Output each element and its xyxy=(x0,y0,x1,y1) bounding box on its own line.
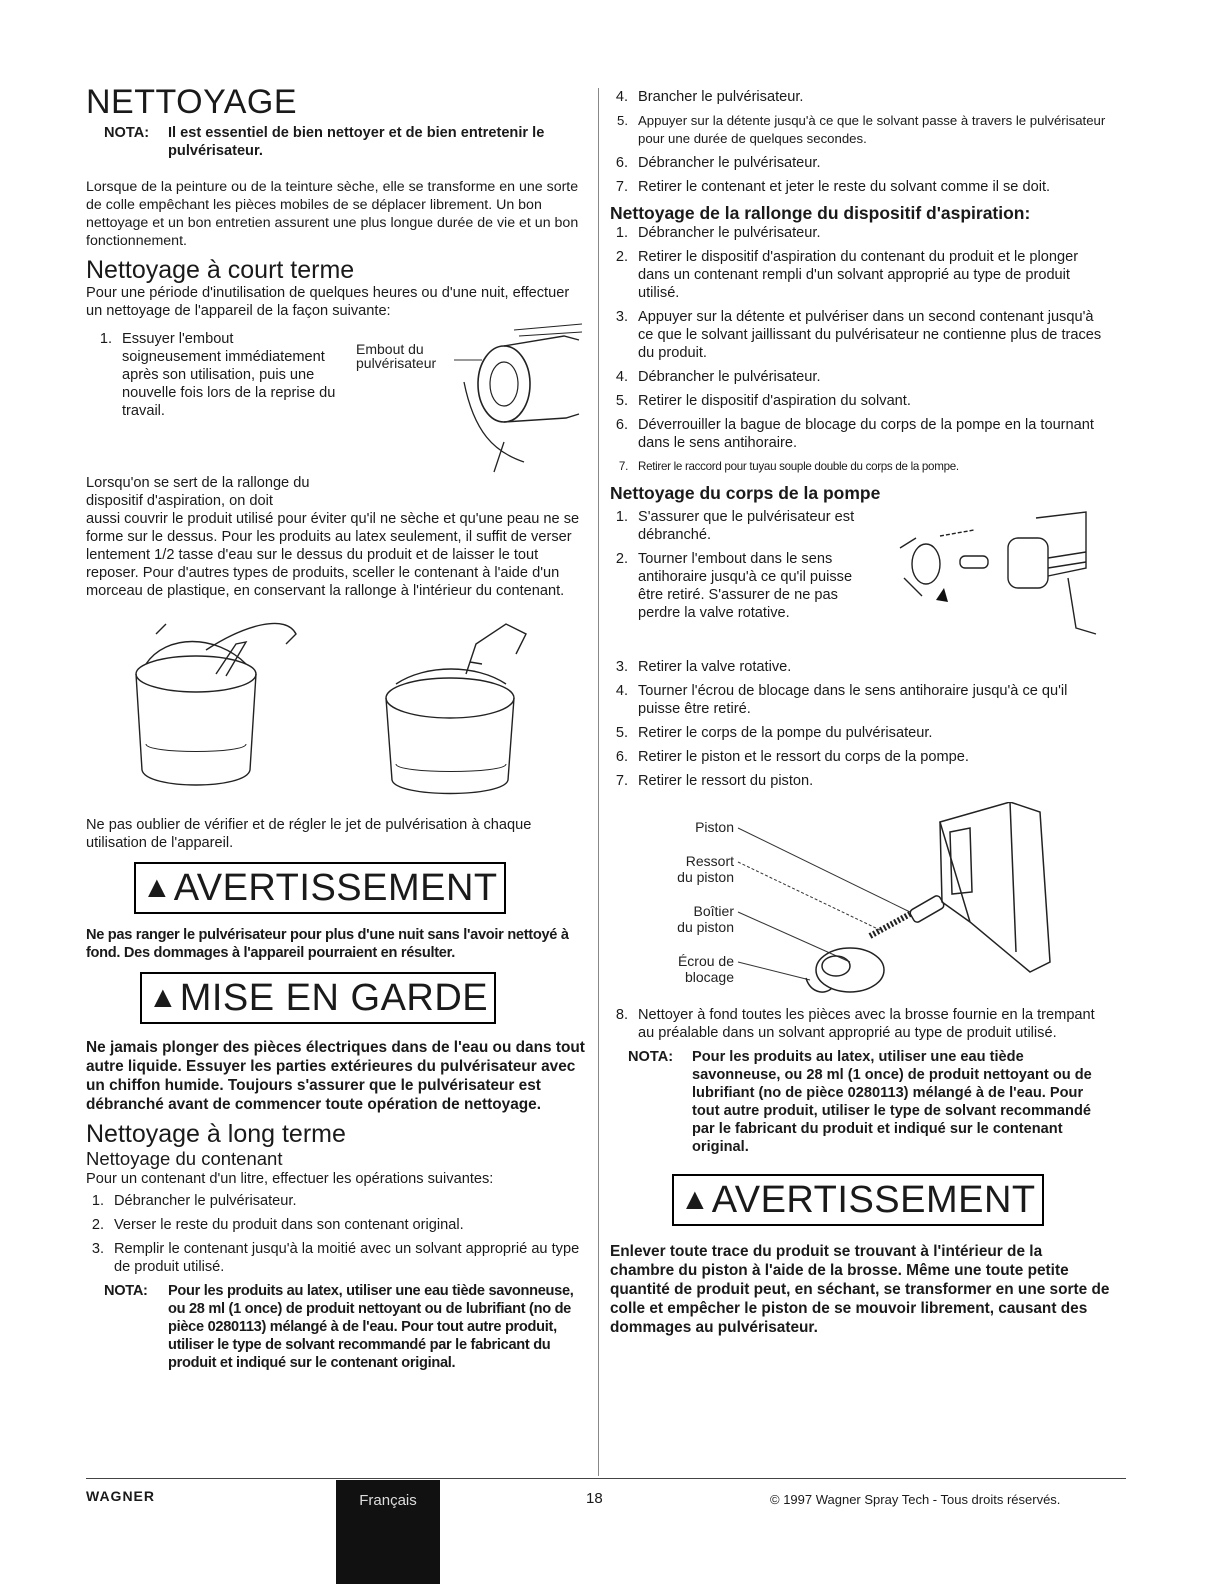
label-boitier-1: Boîtier xyxy=(693,903,734,919)
list-item: 2. Tourner l'embout dans le sens antihoraire jusqu'à ce qu'il puisse être retiré. S'assurer de ne pas perdre la valve rotative. xyxy=(615,551,853,621)
nota-text: Il est essentiel de bien nettoyer et de bien entretenir le pulvérisateur. xyxy=(168,125,545,159)
nota-text: Pour les produits au latex, utiliser une eau tiède savonneuse, ou 28 ml (1 once) de produit nettoyant ou de lubrifiant (no de pièce 0280113) mélangé à de l'eau. Pour tout autre produit, utiliser le type de solvant recommandé par le fabricant du produit et indiqué sur le contenant original. xyxy=(168,1283,574,1371)
warning-triangle-icon: ▲ xyxy=(142,871,172,904)
list-item: 1. Débrancher le pulvérisateur. xyxy=(91,1193,297,1209)
label-ecrou-2: blocage xyxy=(684,969,734,985)
caution-text: Ne jamais plonger des pièces électriques dans de l'eau ou dans tout autre liquide. Essuyer les parties extérieures du pulvérisateur avec un chiffon humide. Toujours s'assurer que le pulvérisateur est débranché avant de commencer toute opération de nettoyage. xyxy=(86,1039,585,1113)
label-ecrou-1: Écrou de xyxy=(677,953,734,969)
list-item: 2. Retirer le dispositif d'aspiration du contenant du produit et le plonger dans un contenant rempli d'un solvant approprié au type de produit utilisé. xyxy=(615,249,1079,301)
list-item: 6. Débrancher le pulvérisateur. xyxy=(615,155,821,171)
suction-cleaning-heading: Nettoyage de la rallonge du dispositif d'aspiration: xyxy=(610,203,1031,223)
wagner-logo: WAGNER xyxy=(86,1488,155,1504)
warning-triangle-icon: ▲ xyxy=(680,1183,710,1216)
pump-cleaning-heading: Nettoyage du corps de la pompe xyxy=(610,483,881,503)
list-item: 5. Retirer le dispositif d'aspiration du solvant. xyxy=(615,393,911,409)
container-cleaning-heading: Nettoyage du contenant xyxy=(86,1148,283,1169)
caution-triangle-icon: ▲ xyxy=(148,981,178,1014)
pump-steps-rest xyxy=(610,658,1110,790)
spray-check-text: Ne pas oublier de vérifier et de régler le jet de pulvérisation à chaque utilisation de l'appareil. xyxy=(86,817,532,851)
list-item: 1. Débrancher le pulvérisateur. xyxy=(615,225,821,241)
nota-label: NOTA: xyxy=(104,1283,148,1299)
tip-removal-illustration xyxy=(886,508,1108,638)
label-boitier-2: du piston xyxy=(677,919,734,935)
nota-essential xyxy=(86,124,586,160)
pump-step-8 xyxy=(610,1006,1110,1042)
warning-title-2: AVERTISSEMENT xyxy=(711,1179,1036,1221)
caution-title: MISE EN GARDE xyxy=(179,977,489,1019)
pump-step-block xyxy=(610,508,1110,658)
open-container-drawing xyxy=(136,623,296,785)
intro-paragraph: Lorsque de la peinture ou de la teinture sèche, elle se transforme en une sorte de colle empêchant les pièces mobiles de se déplacer librement. Un bon nettoyage et un bon entretien assurent une plus longue durée de vie et un bon fonctionnement. xyxy=(86,179,579,249)
nota-latex-right xyxy=(610,1048,1110,1156)
warning-text-2: Enlever toute trace du produit se trouvant à l'intérieur de la chambre du piston à l'aide de la brosse. Même une toute petite quantité de produit peut, en séchant, se transformer en une sorte de colle et empêcher le piston de se mouvoir librement, causant des dommages au pulvérisateur. xyxy=(610,1243,1110,1336)
list-item: 4. Tourner l'écrou de blocage dans le sens antihoraire jusqu'à ce qu'il puisse être retiré. xyxy=(615,683,1068,717)
label-piston: Piston xyxy=(695,819,734,835)
column-divider xyxy=(598,88,599,1476)
nota-latex-left xyxy=(86,1282,586,1372)
list-item: 1. S'assurer que le pulvérisateur est débranché. xyxy=(615,509,855,543)
list-item: 6. Déverrouiller la bague de blocage du corps de la pompe en la tournant dans le sens antihoraire. xyxy=(615,417,1094,451)
footer-rule xyxy=(86,1478,1126,1479)
pump-parts-diagram xyxy=(610,802,1110,1002)
list-item: 6. Retirer le piston et le ressort du corps de la pompe. xyxy=(615,749,969,765)
warning-box-2 xyxy=(672,1174,1044,1226)
list-item: 7. Retirer le contenant et jeter le reste du solvant comme il se doit. xyxy=(615,179,1051,195)
right-column xyxy=(610,88,1110,1337)
suction-extension-text-1: Lorsqu'on se sert de la rallonge du dispositif d'aspiration, on doit xyxy=(86,475,310,509)
list-item: 2. Verser le reste du produit dans son contenant original. xyxy=(91,1217,464,1233)
nota-label: NOTA: xyxy=(104,125,150,141)
paint-container-illustration xyxy=(86,614,586,812)
copyright: © 1997 Wagner Spray Tech - Tous droits réservés. xyxy=(770,1492,1061,1507)
pump-steps-first xyxy=(610,508,880,622)
container-steps-continued xyxy=(610,88,1110,196)
list-item: 5. Retirer le corps de la pompe du pulvérisateur. xyxy=(615,725,933,741)
label-ressort-2: du piston xyxy=(677,869,734,885)
list-item: 7. Retirer le raccord pour tuyau souple double du corps de la pompe. xyxy=(618,460,959,473)
label-ressort-1: Ressort xyxy=(685,853,734,869)
list-item: 5. Appuyer sur la détente jusqu'à ce que le solvant passe à travers le pulvérisateur pour une durée de quelques secondes. xyxy=(617,113,1106,146)
warning-title-1: AVERTISSEMENT xyxy=(173,867,498,909)
short-term-heading: Nettoyage à court terme xyxy=(86,256,355,284)
warning-box-1 xyxy=(134,862,506,914)
suction-steps-list xyxy=(610,224,1110,476)
container-steps-list xyxy=(86,1192,586,1276)
list-item: 3. Appuyer sur la détente et pulvériser dans un second contenant jusqu'à ce que le solvant jaillissant du pulvérisateur ne contienne plus de traces du produit. xyxy=(615,309,1102,361)
short-term-intro: Pour une période d'inutilisation de quelques heures ou d'une nuit, effectuer un nettoyage de l'appareil de la façon suivante: xyxy=(86,285,570,319)
sealed-container-drawing xyxy=(386,624,526,794)
short-term-step-1: 1. Essuyer l'embout soigneusement immédiatement après son utilisation, puis une nouvelle fois lors de la reprise du travail. xyxy=(99,331,336,419)
long-term-heading: Nettoyage à long terme xyxy=(86,1120,346,1148)
list-item: 4. Brancher le pulvérisateur. xyxy=(615,89,804,105)
warning-text-1: Ne pas ranger le pulvérisateur pour plus d'une nuit sans l'avoir nettoyé à fond. Des dommages à l'appareil pourraient en résulter. xyxy=(86,927,569,961)
list-item: 3. Remplir le contenant jusqu'à la moitié avec un solvant approprié au type de produit utilisé. xyxy=(91,1241,580,1275)
svg-text:pulvérisateur: pulvérisateur xyxy=(356,355,437,371)
language-tab: Français xyxy=(336,1480,440,1584)
page-title: NETTOYAGE xyxy=(86,83,298,121)
caution-box xyxy=(140,972,496,1024)
list-item: 8. Nettoyer à fond toutes les pièces avec la brosse fournie en la trempant au préalable dans un solvant approprié au type de produit utilisé. xyxy=(615,1007,1095,1041)
list-item: 7. Retirer le ressort du piston. xyxy=(615,773,814,789)
suction-extension-text-2: aussi couvrir le produit utilisé pour éviter qu'il ne sèche et qu'une peau ne se forme sur le dessus. Pour les produits au latex seulement, il suffit de verser lentement 1/2 tasse d'eau sur le dessus du produit et de laisser le tout reposer. Pour d'autres types de produits, sceller le contenant à l'aide d'un morceau de plastique, en conservant la rallonge à l'intérieur du contenant. xyxy=(86,511,580,599)
svg-text:Embout du: Embout du xyxy=(356,341,424,357)
left-column xyxy=(86,84,586,1372)
list-item: 4. Débrancher le pulvérisateur. xyxy=(615,369,821,385)
spray-tip-illustration xyxy=(354,322,584,474)
nota-text: Pour les produits au latex, utiliser une eau tiède savonneuse, ou 28 ml (1 once) de produit nettoyant ou de lubrifiant (no de pièce 0280113) mélangé à de l'eau. Pour tout autre produit, utiliser le type de solvant recommandé par le fabricant du produit et indiqué sur le contenant original. xyxy=(692,1049,1092,1155)
list-item: 3. Retirer la valve rotative. xyxy=(615,659,792,675)
page-number: 18 xyxy=(586,1490,603,1507)
container-intro: Pour un contenant d'un litre, effectuer les opérations suivantes: xyxy=(86,1171,494,1187)
nota-label: NOTA: xyxy=(628,1049,674,1065)
short-term-step-block xyxy=(86,330,586,474)
